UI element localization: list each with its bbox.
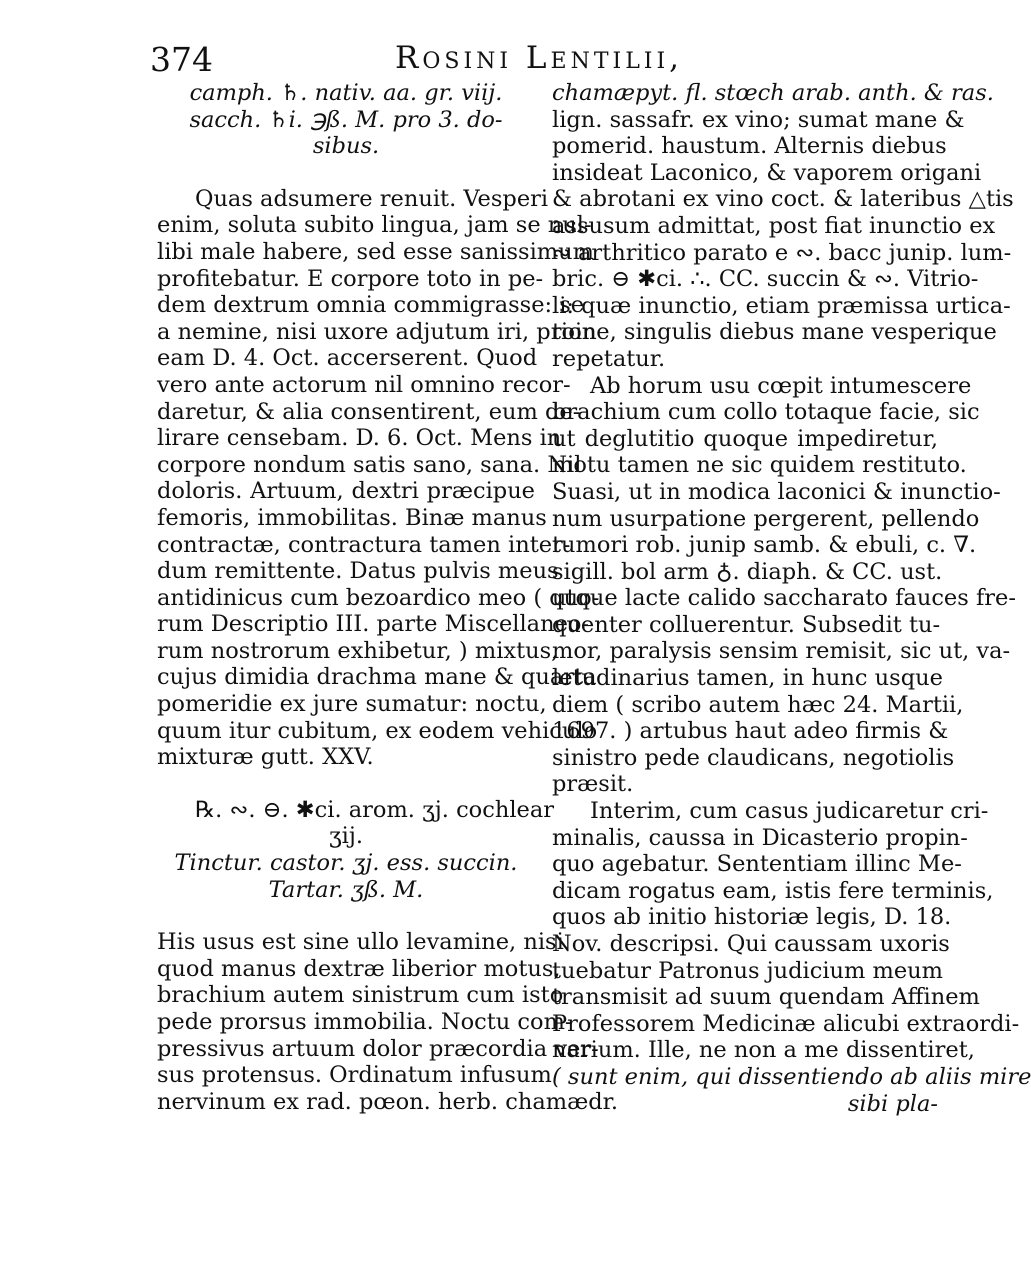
- text-line: ℞. ∾. ⊖. ✱ci. arom. ʒj. cochlear: [195, 796, 555, 823]
- text-line: rum Descriptio III. parte Miscellaneo-: [157, 611, 590, 638]
- text-line: brachium autem sinistrum cum isto: [157, 982, 564, 1009]
- text-line: profitebatur. E corpore toto in pe-: [157, 265, 544, 292]
- text-line: bric. ⊖ ✱ci. ∴. CC. succin & ∾. Vitrio-: [552, 266, 979, 293]
- paragraph-gap: [157, 160, 535, 186]
- running-title: Rosini Lentilii,: [395, 40, 684, 76]
- text-line: dem dextrum omnia commigrasse: se: [157, 292, 585, 319]
- text-line: His usus est sine ullo levamine, nisi: [157, 929, 564, 956]
- text-line: sibi pla-: [847, 1090, 938, 1117]
- text-line: transmisit ad suum quendam Affinem: [552, 984, 980, 1011]
- paragraph-gap: [157, 903, 535, 929]
- text-line: tione, singulis diebus mane vesperique: [552, 319, 997, 346]
- right-column: [552, 80, 1031, 1117]
- text-line: Professorem Medicinæ alicubi extraordi-: [552, 1010, 1020, 1037]
- text-line: dicam rogatus eam, istis fere terminis,: [552, 877, 994, 904]
- text-line: tuebatur Patronus judicium meum: [552, 957, 943, 984]
- text-line: insideat Laconico, & vaporem origani: [552, 159, 982, 186]
- text-line: ( sunt enim, qui dissentiendo ab aliis mire: [552, 1063, 1031, 1090]
- text-line: pressivus artuum dolor præcordia ver-: [157, 1035, 599, 1062]
- text-line: Quas adsumere renuit. Vesperi: [195, 185, 549, 212]
- text-line: doloris. Artuum, dextri præcipue: [157, 478, 535, 505]
- text-line: narium. Ille, ne non a me dissentiret,: [552, 1037, 975, 1064]
- text-line: quenter colluerentur. Subsedit tu-: [552, 611, 941, 638]
- text-line: femoris, immobilitas. Binæ manus: [157, 504, 547, 531]
- text-line: motu tamen ne sic quidem restituto.: [552, 452, 967, 479]
- text-line: enim, soluta subito lingua, jam se nul-: [157, 212, 592, 239]
- paragraph-gap: [157, 771, 535, 797]
- text-line: camph. ♄. nativ. aa. gr. viij.: [189, 80, 503, 106]
- text-line: mor, paralysis sensim remisit, sic ut, va-: [552, 638, 1011, 665]
- text-line: libi male habere, sed esse sanissimum: [157, 238, 594, 265]
- text-line: pomeridie ex jure sumatur: noctu,: [157, 691, 547, 718]
- text-line: mixturæ gutt. XXV.: [157, 744, 374, 771]
- text-line: quo agebatur. Sententiam illinc Me-: [552, 851, 962, 878]
- text-line: utque lacte calido saccharato fauces fre-: [552, 585, 1016, 612]
- text-line: lirare censebam. D. 6. Oct. Mens in: [157, 425, 562, 452]
- text-line: sigill. bol arm ♁. diaph. & CC. ust.: [552, 558, 943, 585]
- text-line: lign. sassafr. ex vino; sumat mane &: [552, 106, 965, 133]
- text-line: eam D. 4. Oct. accerserent. Quod: [157, 345, 538, 372]
- text-line: pede prorsus immobilia. Noctu com-: [157, 1009, 573, 1035]
- text-line: præsit.: [552, 771, 634, 798]
- text-line: diem ( scribo autem hæc 24. Martii,: [552, 691, 964, 718]
- text-line: sus protensus. Ordinatum infusum: [157, 1062, 552, 1089]
- text-line: quum itur cubitum, ex eodem vehiculo: [157, 717, 598, 744]
- text-line: vero ante actorum nil omnino recor-: [157, 371, 571, 398]
- text-line: chamæpyt. fl. stœch arab. anth. & ras.: [552, 80, 994, 106]
- text-line: sinistro pede claudicans, negotiolis: [552, 744, 955, 771]
- text-line: sibus.: [312, 133, 380, 160]
- text-line: letudinarius tamen, in hunc usque: [552, 665, 943, 692]
- text-line: brachium cum collo totaque facie, sic: [552, 399, 980, 426]
- text-line: a nemine, nisi uxore adjutum iri, proin: [157, 318, 597, 345]
- text-line: Tinctur. castor. ʒj. ess. succin.: [174, 850, 518, 877]
- text-line: assusum admittat, post fiat inunctio ex: [552, 212, 996, 239]
- text-line: minalis, caussa in Dicasterio propin-: [552, 824, 968, 851]
- text-line: contractæ, contractura tamen inter-: [157, 531, 571, 558]
- text-line: sacch. ♄i. ℈ß. M. pro 3. do-: [189, 106, 503, 133]
- text-line: num usurpatione pergerent, pellendo: [552, 505, 980, 532]
- text-line: pomerid. haustum. Alternis diebus: [552, 133, 947, 160]
- page-number: 374: [150, 40, 213, 79]
- text-line: rum nostrorum exhibetur, ) mixtus,: [157, 637, 559, 664]
- text-line: & abrotani ex vino coct. & lateribus △tis: [552, 186, 1014, 213]
- text-line: Suasi, ut in modica laconici & inunctio-: [552, 478, 1001, 505]
- text-line: corpore nondum satis sano, sana. Nil: [157, 451, 582, 478]
- text-line: Nov. descripsi. Qui caussam uxoris: [552, 931, 950, 957]
- text-line: ut deglutitio quoque impediretur,: [552, 425, 938, 452]
- text-line: antidinicus cum bezoardico meo ( quo-: [157, 584, 600, 611]
- text-line: nervinum ex rad. pœon. herb. chamædr.: [157, 1088, 619, 1115]
- text-line: tumori rob. junip samb. & ebuli, c. ∇.: [552, 532, 977, 559]
- text-line: cujus dimidia drachma mane & quarta: [157, 664, 597, 691]
- text-line: Tartar. ʒß. M.: [268, 876, 424, 903]
- text-line: ∾ arthritico parato e ∾. bacc junip. lum-: [552, 239, 1012, 266]
- text-line: repetatur.: [552, 345, 666, 372]
- text-line: quos ab initio historiæ legis, D. 18.: [552, 904, 952, 931]
- text-line: daretur, & alia consentirent, eum de-: [157, 398, 581, 425]
- text-line: li: quæ inunctio, etiam præmissa urtica-: [552, 292, 1011, 319]
- running-head: [150, 40, 950, 84]
- text-line: quod manus dextræ liberior motus,: [157, 955, 561, 982]
- text-line: Ab horum usu cœpit intumescere: [590, 372, 972, 399]
- text-line: 1697. ) artubus haut adeo firmis &: [552, 718, 949, 745]
- text-line: ʒij.: [328, 823, 364, 850]
- text-line: Interim, cum casus judicaretur cri-: [590, 798, 989, 825]
- text-line: dum remittente. Datus pulvis meus: [157, 558, 559, 585]
